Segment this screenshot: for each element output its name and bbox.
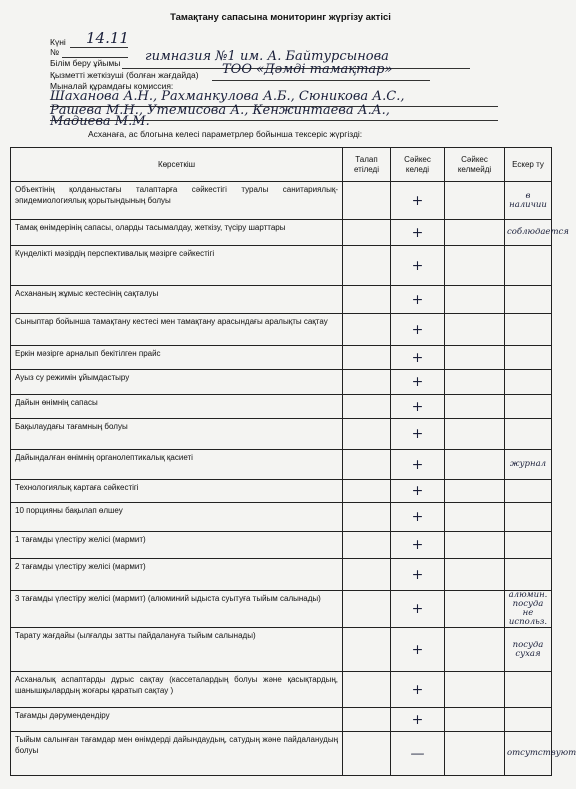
note-cell: в наличии [505, 182, 552, 220]
indicator-cell: Сыныптар бойынша тамақтану кестесі мен тамақтану арасындағы аралықты сақтау [11, 314, 343, 346]
monitoring-table [10, 147, 576, 776]
school-value: гимназия №1 им. А. Байтурсынова [145, 49, 389, 64]
not-complies-cell [445, 732, 505, 776]
school-label: Білім беру ұйымы [50, 58, 121, 68]
required-cell [343, 246, 391, 286]
complies-cell: + [391, 532, 445, 559]
table-row [11, 591, 552, 628]
provider-label: Қызметті жеткізуші (болған жағдайда) [50, 70, 199, 80]
date-underline [70, 47, 128, 48]
required-cell [343, 346, 391, 370]
note-cell [505, 314, 552, 346]
table-row [11, 732, 552, 776]
note-cell [505, 246, 552, 286]
note-cell [505, 286, 552, 314]
required-cell [343, 220, 391, 246]
indicator-cell: Тарату жағдайы (ылғалды затты пайдалануға тыйым салынады) [11, 628, 343, 672]
commission-line-2: Рашева М.Н., Утемисова А., Кенжинтаева А.А., [50, 103, 390, 118]
note-cell: отсутствуют [505, 732, 552, 776]
indicator-cell: Технологиялық картаға сәйкестігі [11, 480, 343, 503]
complies-cell: + [391, 314, 445, 346]
indicator-cell: Бақылаудағы тағамның болуы [11, 419, 343, 450]
required-cell [343, 314, 391, 346]
complies-cell: + [391, 182, 445, 220]
not-complies-cell [445, 314, 505, 346]
not-complies-cell [445, 395, 505, 419]
note-cell [505, 346, 552, 370]
not-complies-cell [445, 559, 505, 591]
table-row [11, 708, 552, 732]
note-cell [505, 532, 552, 559]
indicator-cell: Объектінің қолданыстағы талаптарға сәйкестігі туралы санитариялық-эпидемиологиялық қорытындының болуы [11, 182, 343, 220]
provider-value: ТОО «Дәмді тамақтар» [222, 62, 393, 77]
complies-cell: + [391, 450, 445, 480]
indicator-cell: Тамақ өнімдерінің сапасы, оларды тасымалдау, жеткізу, түсіру шарттары [11, 220, 343, 246]
not-complies-cell [445, 532, 505, 559]
complies-cell: + [391, 591, 445, 628]
complies-cell: + [391, 480, 445, 503]
complies-cell: + [391, 346, 445, 370]
not-complies-cell [445, 591, 505, 628]
note-cell [505, 559, 552, 591]
col-note: Ескер ту [505, 148, 552, 182]
table-body [11, 182, 576, 776]
col-complies: Сәйкес келеді [391, 148, 445, 182]
note-cell [505, 419, 552, 450]
table-row [11, 286, 552, 314]
table-row [11, 346, 552, 370]
required-cell [343, 559, 391, 591]
complies-cell: + [391, 220, 445, 246]
table-row [11, 182, 552, 220]
complies-cell: + [391, 672, 445, 708]
required-cell [343, 672, 391, 708]
complies-cell: + [391, 419, 445, 450]
table-row [11, 314, 552, 346]
date-value: 14.11 [86, 29, 129, 47]
date-label: Күні [50, 37, 66, 47]
col-not-complies: Сәйкес келмейді [445, 148, 505, 182]
note-cell: соблюдается [505, 220, 552, 246]
not-complies-cell [445, 628, 505, 672]
table-row [11, 419, 552, 450]
required-cell [343, 708, 391, 732]
col-indicator: Көрсеткіш [11, 148, 343, 182]
complies-cell: — [391, 732, 445, 776]
intro-text: Асханаға, ас блогына келесі параметрлер бойынша тексеріс жүргізді: [88, 129, 363, 139]
required-cell [343, 419, 391, 450]
col-required: Талап етіледі [343, 148, 391, 182]
note-cell [505, 480, 552, 503]
indicator-cell: Асханалық аспаптарды дұрыс сақтау (кассеталардың болуы және қасықтардың, шанышқылардың жоғары қаратып сақтау ) [11, 672, 343, 708]
note-cell [505, 708, 552, 732]
note-cell: алюмин. посуда не использ. [505, 591, 552, 628]
complies-cell: + [391, 246, 445, 286]
indicator-cell: 2 тағамды үлестіру желісі (мармит) [11, 559, 343, 591]
note-cell: журнал [505, 450, 552, 480]
table-row [11, 220, 552, 246]
not-complies-cell [445, 450, 505, 480]
not-complies-cell [445, 503, 505, 532]
table-row [11, 628, 552, 672]
complies-cell: + [391, 286, 445, 314]
required-cell [343, 182, 391, 220]
indicator-cell: Күнделікті мәзірдің перспективалық мәзірге сәйкестігі [11, 246, 343, 286]
not-complies-cell [445, 246, 505, 286]
indicator-cell: Ауыз су режимін ұйымдастыру [11, 370, 343, 395]
table-row [11, 395, 552, 419]
commission-line-1: Шаханова А.Н., Рахманкулова А.Б., Сюникова А.С., [50, 89, 405, 104]
required-cell [343, 732, 391, 776]
indicator-cell: Тыйым салынған тағамдар мен өнімдерді дайындаудың, сатудың және пайдаланудың болуы [11, 732, 343, 776]
complies-cell: + [391, 628, 445, 672]
table-row [11, 480, 552, 503]
required-cell [343, 395, 391, 419]
required-cell [343, 286, 391, 314]
not-complies-cell [445, 419, 505, 450]
required-cell [343, 591, 391, 628]
note-cell: посуда сухая [505, 628, 552, 672]
indicator-cell: 3 тағамды үлестіру желісі (мармит) (алюминий ыдыста суытуға тыйым салынады) [11, 591, 343, 628]
table-row [11, 672, 552, 708]
note-cell [505, 395, 552, 419]
document-title: Тамақтану сапасына мониторинг жүргізу актісі [170, 12, 391, 23]
not-complies-cell [445, 220, 505, 246]
indicator-cell: Асхананың жұмыс кестесінің сақталуы [11, 286, 343, 314]
table-row [11, 246, 552, 286]
not-complies-cell [445, 370, 505, 395]
complies-cell: + [391, 559, 445, 591]
table-row [11, 559, 552, 591]
commission-line-3: Мадиева М.М. [50, 114, 150, 129]
complies-cell: + [391, 395, 445, 419]
required-cell [343, 450, 391, 480]
indicator-cell: Дайын өнімнің сапасы [11, 395, 343, 419]
required-cell [343, 628, 391, 672]
required-cell [343, 480, 391, 503]
complies-cell: + [391, 708, 445, 732]
complies-cell: + [391, 370, 445, 395]
not-complies-cell [445, 346, 505, 370]
complies-cell: + [391, 503, 445, 532]
table-row [11, 450, 552, 480]
not-complies-cell [445, 286, 505, 314]
note-cell [505, 672, 552, 708]
not-complies-cell [445, 182, 505, 220]
required-cell [343, 370, 391, 395]
table-row [11, 532, 552, 559]
provider-underline [212, 80, 430, 81]
indicator-cell: Тағамды дәрумендендіру [11, 708, 343, 732]
note-cell [505, 503, 552, 532]
indicator-cell: Дайындалған өнімнің органолептикалық қасиеті [11, 450, 343, 480]
not-complies-cell [445, 672, 505, 708]
table-row [11, 503, 552, 532]
indicator-cell: Еркін мәзірге арналып бекітілген прайс [11, 346, 343, 370]
not-complies-cell [445, 480, 505, 503]
commission-label: Мыналай құрамдағы комиссия: [50, 81, 174, 91]
required-cell [343, 532, 391, 559]
note-cell [505, 370, 552, 395]
table-row [11, 370, 552, 395]
required-cell [343, 503, 391, 532]
table-header-row [11, 148, 552, 182]
number-label: № [50, 47, 60, 57]
not-complies-cell [445, 708, 505, 732]
indicator-cell: 1 тағамды үлестіру желісі (мармит) [11, 532, 343, 559]
indicator-cell: 10 порцияны бақылап өлшеу [11, 503, 343, 532]
